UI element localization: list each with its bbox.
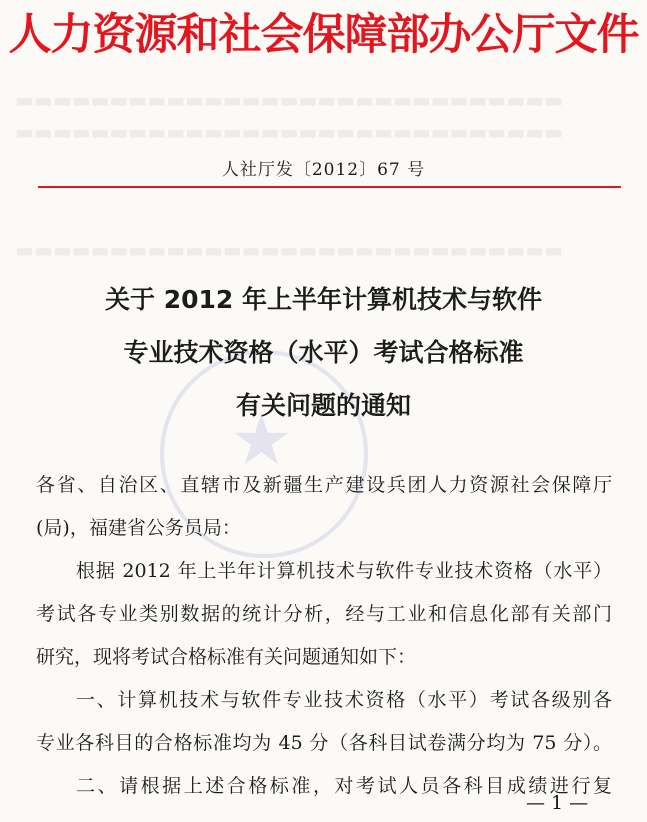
paragraph-2-line-1: 一、计算机技术与软件专业技术资格（水平）考试各级别各 <box>76 689 612 711</box>
paragraph-2-line-2: 专业各科目的合格标准均为 45 分（各科目试卷满分均为 75 分）。 <box>36 732 612 754</box>
bleed-through-text: ▬▬▬▬▬▬▬▬▬▬▬▬▬▬▬▬▬▬▬▬▬▬▬▬▬▬▬▬▬ <box>15 120 563 144</box>
masthead-divider <box>38 186 621 188</box>
salutation-line-1: 各省、自治区、直辖市及新疆生产建设兵团人力资源社会保障厅 <box>36 474 612 496</box>
document-number: 人社厅发〔2012〕67 号 <box>221 160 426 180</box>
notice-title-line-1: 关于 2012 年上半年计算机技术与软件 <box>105 285 542 314</box>
paragraph-1-line-2: 考试各专业类别数据的统计分析，经与工业和信息化部有关部门 <box>36 603 612 625</box>
bleed-through-text: ▬▬▬▬▬▬▬▬▬▬▬▬▬▬▬▬▬▬▬▬▬▬▬▬▬▬▬▬▬ <box>15 88 563 112</box>
page-number: — 1 — <box>526 792 589 814</box>
paragraph-1-line-1: 根据 2012 年上半年计算机技术与软件专业技术资格（水平） <box>76 560 612 582</box>
notice-title-line-2: 专业技术资格（水平）考试合格标准 <box>123 338 524 367</box>
seal-star-icon: ★ <box>230 399 293 481</box>
bleed-through-text: ▬▬▬▬▬▬▬▬▬▬▬▬▬▬▬▬▬▬▬▬▬▬▬▬▬▬▬▬▬ <box>15 238 563 262</box>
salutation-line-2: (局)，福建省公务员局： <box>36 517 241 539</box>
notice-title-line-3: 有关问题的通知 <box>235 391 411 420</box>
document-masthead: 人力资源和社会保障部办公厅文件 <box>8 10 639 60</box>
paragraph-3-line-1: 二、请根据上述合格标准，对考试人员各科目成绩进行复 <box>76 775 612 797</box>
paragraph-1-line-3: 研究，现将考试合格标准有关问题通知如下： <box>36 646 417 668</box>
